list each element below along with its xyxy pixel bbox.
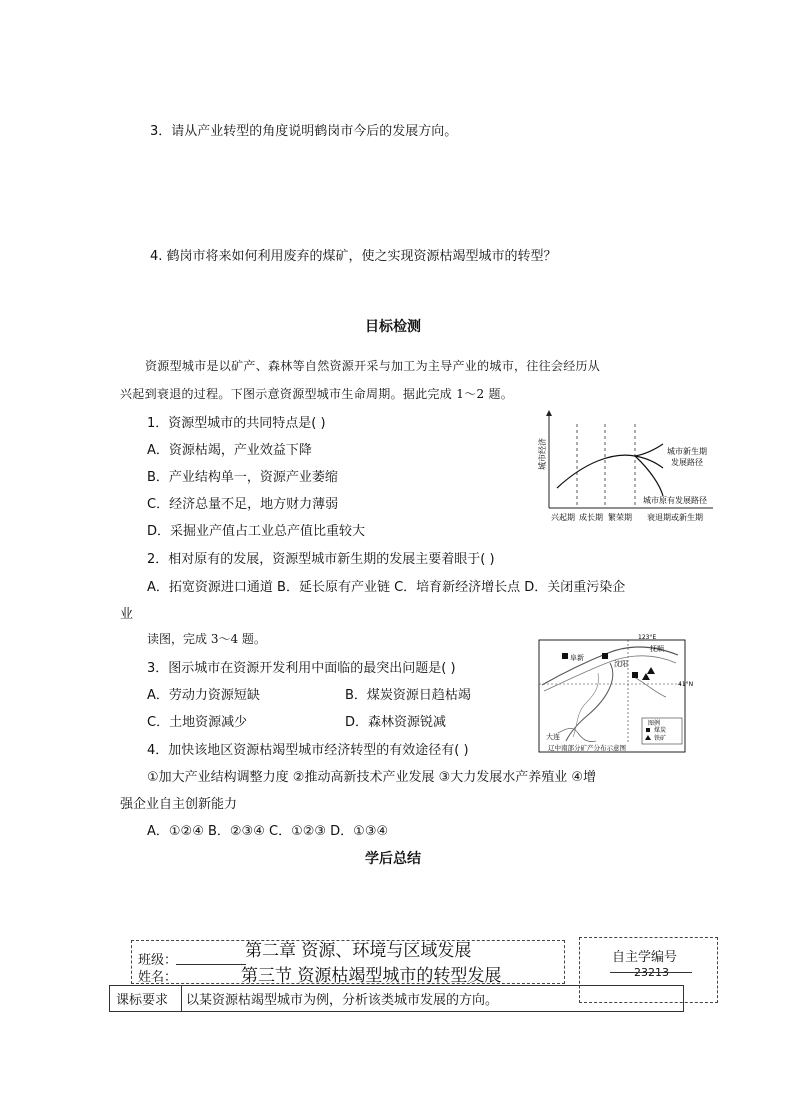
section-title: 第三节 资源枯竭型城市的转型发展 [241, 966, 502, 986]
map-latitude: 41°N [678, 681, 694, 688]
liaoning-mineral-map [538, 633, 694, 753]
intro-line-1: 资源型城市是以矿产、森林等自然资源开采与加工为主导产业的城市，往往会经历从 [145, 359, 601, 373]
q1-option-c: C．经济总量不足，地方财力薄弱 [147, 497, 339, 512]
map-legend-title: 图例 [648, 720, 661, 727]
study-number-label: 自主学编号 [612, 950, 678, 965]
map-city-dalian: 大连 [546, 733, 560, 741]
requirements-divider [181, 985, 182, 1011]
q2-options: A．拓宽资源进口通道 B．延长原有产业链 C．培育新经济增长点 D．关闭重污染企 [147, 580, 626, 595]
chapter-title: 第二章 资源、环境与区域发展 [245, 941, 472, 961]
class-label: 班级： [138, 953, 178, 968]
q1-option-d: D．采掘业产值占工业总产值比重较大 [147, 524, 366, 539]
requirements-text: 以某资源枯竭型城市为例，分析该类城市发展的方向。 [186, 993, 499, 1008]
read-map-instruction: 读图，完成 3～4 题。 [147, 632, 266, 646]
section-title-summary: 学后总结 [365, 851, 421, 867]
q3-option-d: D．森林资源锐减 [345, 715, 447, 730]
chart-stage-2: 成长期 [579, 513, 603, 522]
question-3-heгang: 3．请从产业转型的角度说明鹤岗市今后的发展方向。 [150, 124, 458, 139]
q4-line-1: ①加大产业结构调整力度 ②推动高新技术产业发展 ③大力发展水产养殖业 ④增 [147, 770, 597, 785]
chart-label-new-2: 发展路径 [671, 458, 703, 467]
section-title-target: 目标检测 [365, 319, 421, 335]
map-legend-iron: 铁矿 [654, 735, 667, 742]
q3-option-a: A．劳动力资源短缺 [147, 688, 260, 703]
intro-line-2: 兴起到衰退的过程。下图示意资源型城市生命周期。据此完成 1～2 题。 [120, 387, 514, 401]
q3-option-c: C．土地资源减少 [147, 715, 248, 730]
map-city-fushun: 抚顺 [650, 645, 664, 653]
q3-option-b: B．煤炭资源日趋枯竭 [345, 688, 471, 703]
city-life-cycle-chart [535, 410, 715, 526]
chart-stage-1: 兴起期 [551, 513, 575, 522]
chart-stage-4: 衰退期或新生期 [647, 513, 703, 522]
map-city-fuxin: 阜新 [570, 654, 584, 662]
map-longitude: 123°E [638, 634, 657, 641]
q4-choices: A．①②④ B．②③④ C．①②③ D．①③④ [147, 824, 389, 839]
q4-stem: 4．加快该地区资源枯竭型城市经济转型的有效途径有( ) [147, 743, 469, 758]
q2-options-cont: 业 [120, 607, 134, 622]
study-number-strike [610, 972, 692, 973]
study-number-value: 23213 [634, 966, 669, 979]
q2-stem: 2．相对原有的发展，资源型城市新生期的发展主要着眼于( ) [147, 552, 495, 567]
q1-stem: 1．资源型城市的共同特点是( ) [147, 416, 326, 431]
name-underline [176, 964, 246, 965]
chart-label-old: 城市原有发展路径 [643, 496, 707, 505]
chart-label-new-1: 城市新生期 [667, 447, 707, 456]
q1-option-b: B．产业结构单一，资源产业萎缩 [147, 470, 338, 485]
q1-option-a: A．资源枯竭，产业效益下降 [147, 443, 312, 458]
chart-ylabel: 城市经济 [538, 438, 547, 470]
requirements-label: 课标要求 [116, 993, 169, 1008]
map-caption: 辽中南部分矿产分布示意图 [548, 744, 626, 752]
map-city-shenyang: 沈阳 [614, 660, 628, 668]
chart-stage-3: 繁荣期 [608, 513, 632, 522]
q4-line-2: 强企业自主创新能力 [120, 797, 238, 812]
name-label: 姓名： [138, 970, 178, 985]
question-4-coal-mine: 4. 鹤岗市将来如何利用废弃的煤矿，使之实现资源枯竭型城市的转型？ [150, 249, 557, 264]
q3-stem: 3．图示城市在资源开发利用中面临的最突出问题是( ) [147, 661, 456, 676]
map-legend-coal: 煤炭 [654, 727, 667, 734]
